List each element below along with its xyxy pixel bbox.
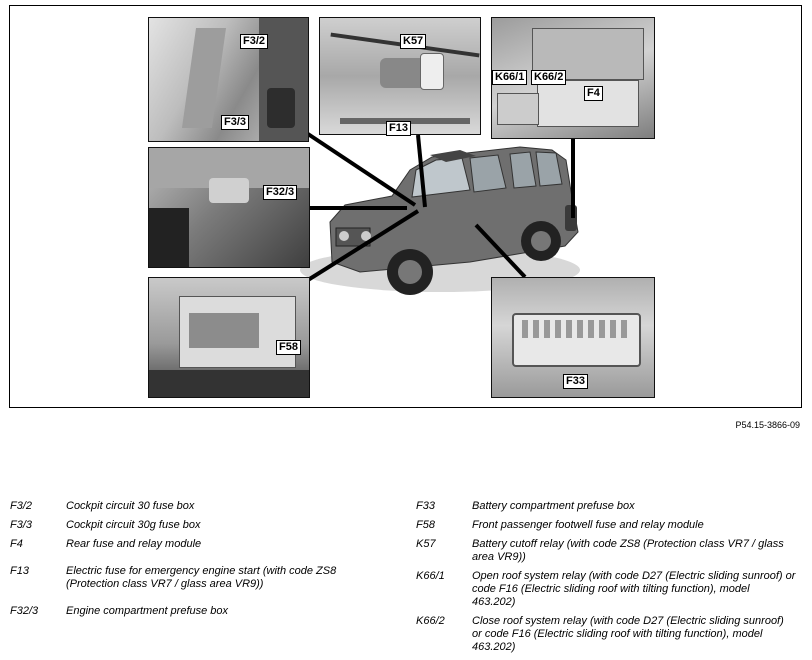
legend-row <box>416 538 796 570</box>
legend-desc: Cockpit circuit 30g fuse box <box>66 519 201 531</box>
legend-code: K57 <box>416 538 436 550</box>
legend-row <box>416 615 796 660</box>
legend-row <box>10 519 390 538</box>
legend-row <box>10 500 390 519</box>
legend-desc: Close roof system relay (with code D27 (Electric sliding sunroof) or code F16 (Electric sliding roof with tilting function), model 463.202) <box>472 615 784 653</box>
callout-f4: F4 <box>584 86 603 101</box>
legend-code: F3/2 <box>10 500 33 512</box>
legend-desc: Front passenger footwell fuse and relay module <box>472 519 704 531</box>
photo-footwell-fuse-relay-module <box>148 277 310 398</box>
callout-f33: F33 <box>563 374 588 389</box>
callout-f32-3: F32/3 <box>263 185 297 200</box>
legend-code: K66/2 <box>416 615 445 627</box>
callout-f3-3: F3/3 <box>221 115 249 130</box>
legend-code: F4 <box>10 538 23 550</box>
callout-f58: F58 <box>276 340 301 355</box>
legend-code: F3/3 <box>10 519 33 531</box>
legend-row <box>10 605 390 624</box>
legend-row <box>10 565 390 605</box>
legend-desc: Engine compartment prefuse box <box>66 605 229 617</box>
legend-desc: Rear fuse and relay module <box>66 538 202 550</box>
callout-k66-1: K66/1 <box>492 70 527 85</box>
legend-left <box>10 500 390 624</box>
legend-row <box>416 570 796 615</box>
legend-desc: Battery cutoff relay (with code ZS8 (Protection class VR7 / glass area VR9)) <box>472 538 784 563</box>
legend-desc: Electric fuse for emergency engine start (with code ZS8 (Protection class VR7 / glass area VR9)) <box>66 565 337 590</box>
callout-f13: F13 <box>386 121 411 136</box>
legend-code: F58 <box>416 519 435 531</box>
legend-desc: Cockpit circuit 30 fuse box <box>66 500 195 512</box>
legend-right <box>416 500 796 660</box>
legend-code: F13 <box>10 565 29 577</box>
callout-k57: K57 <box>400 34 426 49</box>
legend-desc: Open roof system relay (with code D27 (Electric sliding sunroof) or code F16 (Electric sliding roof with tilting function), model 463.202) <box>472 570 796 608</box>
legend-desc: Battery compartment prefuse box <box>472 500 635 512</box>
legend-row <box>416 500 796 519</box>
callout-f3-2: F3/2 <box>240 34 268 49</box>
vehicle-illustration <box>300 147 580 295</box>
callout-k66-2: K66/2 <box>531 70 566 85</box>
legend-code: F32/3 <box>10 605 39 617</box>
legend-code: K66/1 <box>416 570 445 582</box>
legend-row <box>416 519 796 538</box>
photo-engine-prefuse-box <box>148 147 310 268</box>
legend-code: F33 <box>416 500 435 512</box>
legend-row <box>10 538 390 565</box>
figure-id: P54.15-3866-09 <box>735 420 800 430</box>
